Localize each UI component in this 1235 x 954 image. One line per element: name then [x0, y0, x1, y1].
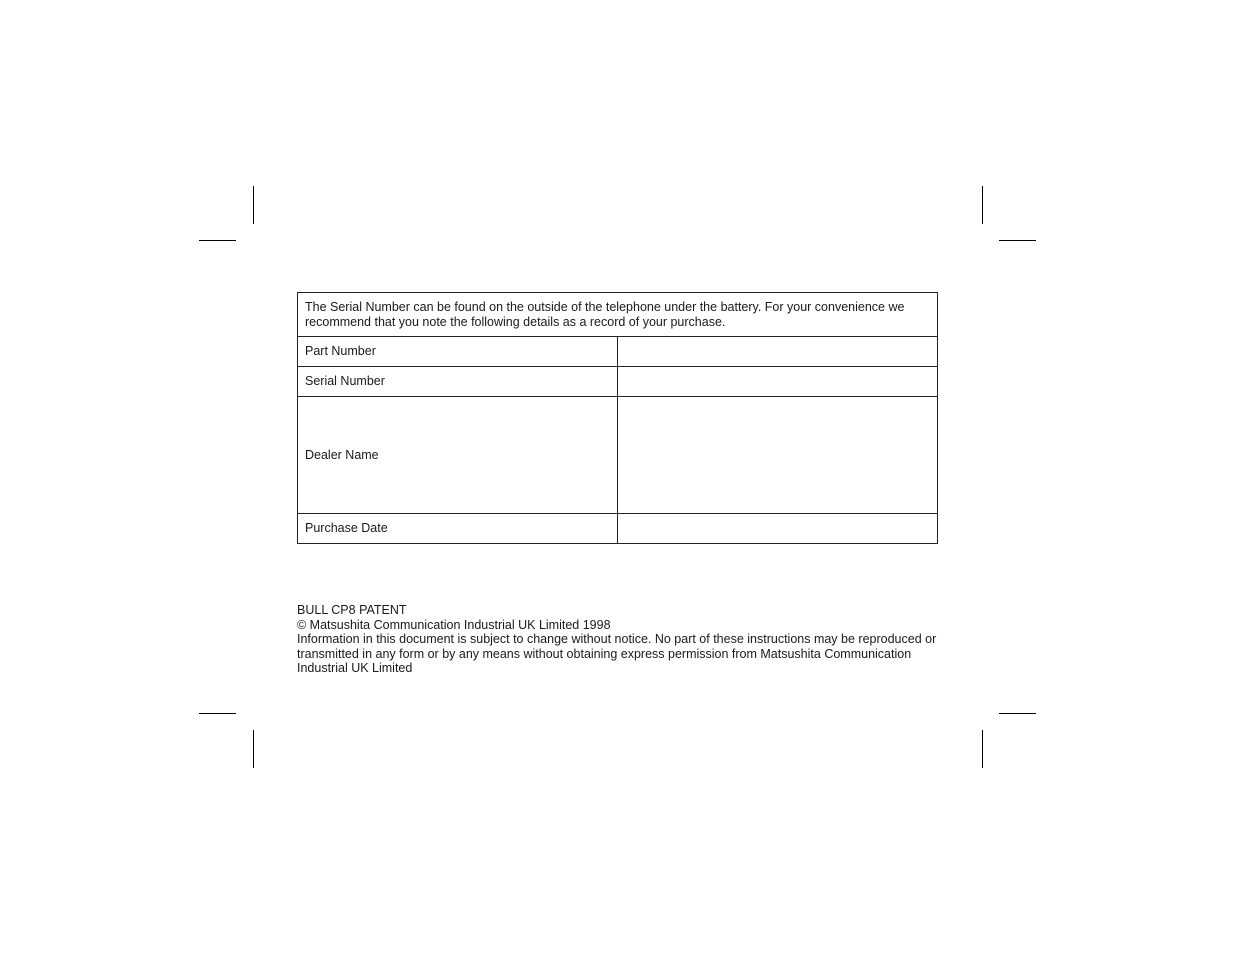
serial-number-field[interactable] — [618, 367, 938, 397]
purchase-record-table — [297, 292, 938, 544]
part-number-label: Part Number — [298, 337, 618, 367]
crop-mark-top-left-vertical — [253, 186, 254, 224]
part-number-field[interactable] — [618, 337, 938, 367]
table-row — [298, 337, 938, 367]
table-row — [298, 514, 938, 544]
crop-mark-bottom-left-horizontal — [199, 713, 236, 714]
legal-footer — [297, 603, 942, 676]
serial-number-label: Serial Number — [298, 367, 618, 397]
dealer-name-field[interactable] — [618, 397, 938, 514]
crop-mark-top-right-horizontal — [999, 240, 1036, 241]
purchase-date-label: Purchase Date — [298, 514, 618, 544]
legal-notice: Information in this document is subject to change without notice. No part of these instructions may be reproduced or transmitted in any form or by any means without obtaining express permission from Matsushita Communication Industrial UK Limited — [297, 632, 937, 676]
table-row — [298, 367, 938, 397]
copyright-line: © Matsushita Communication Industrial UK Limited 1998 — [297, 617, 611, 632]
crop-mark-bottom-right-horizontal — [999, 713, 1036, 714]
intro-text: The Serial Number can be found on the outside of the telephone under the battery. For your convenience we recommend that you note the following details as a record of your purchase. — [298, 293, 938, 337]
purchase-date-field[interactable] — [618, 514, 938, 544]
dealer-name-label: Dealer Name — [298, 397, 618, 514]
patent-line: BULL CP8 PATENT — [297, 603, 407, 617]
table-row — [298, 397, 938, 514]
crop-mark-bottom-right-vertical — [982, 730, 983, 768]
crop-mark-bottom-left-vertical — [253, 730, 254, 768]
crop-mark-top-right-vertical — [982, 186, 983, 224]
intro-row — [298, 293, 938, 337]
crop-mark-top-left-horizontal — [199, 240, 236, 241]
